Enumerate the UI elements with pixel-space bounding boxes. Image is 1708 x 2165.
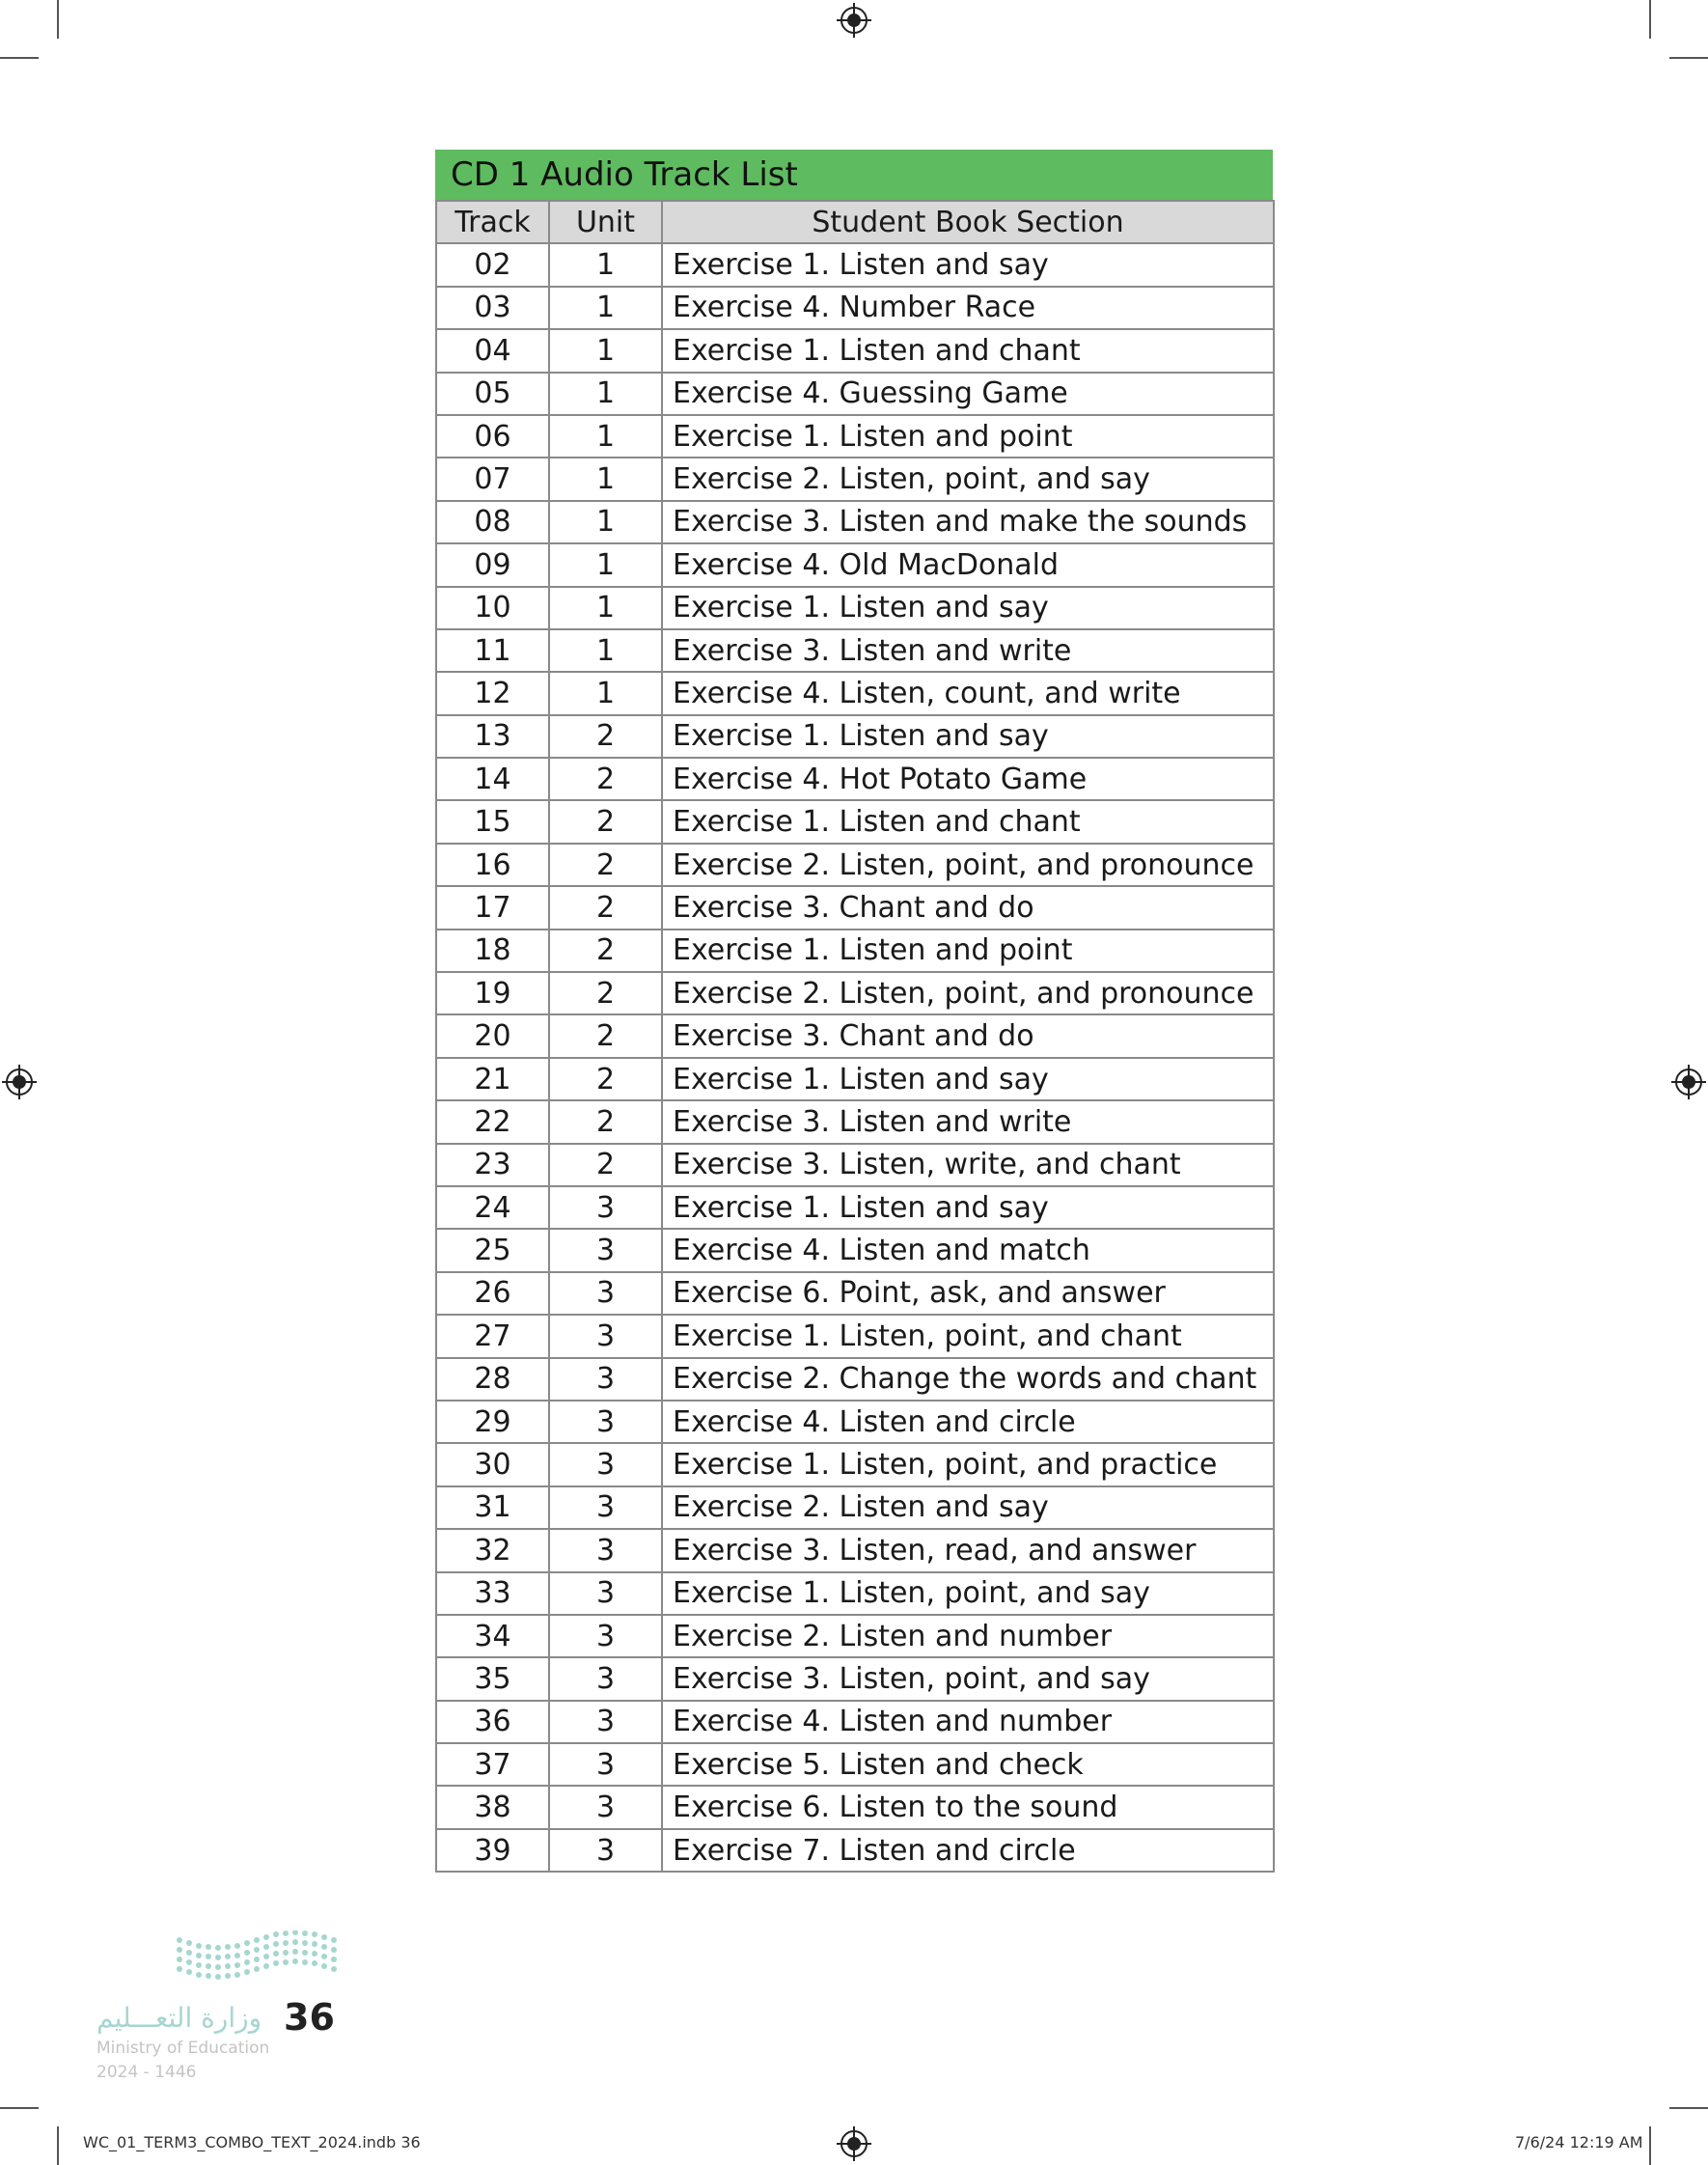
track-number: 16 [436, 844, 549, 886]
logo-dot [273, 1941, 279, 1947]
logo-dot [225, 1963, 231, 1969]
logo-dot [263, 1954, 269, 1959]
section-name: Exercise 1. Listen and say [662, 243, 1274, 286]
table-row [436, 1486, 1274, 1529]
logo-dot [283, 1940, 289, 1946]
unit-number: 1 [549, 373, 662, 415]
unit-number: 1 [549, 587, 662, 629]
logo-dot [254, 1937, 260, 1943]
table-row [436, 1615, 1274, 1657]
logo-dot [234, 1953, 240, 1958]
track-number: 05 [436, 373, 549, 415]
header-track: Track [436, 201, 549, 243]
logo-dot [302, 1959, 308, 1965]
registration-mark-icon [837, 3, 871, 38]
table-row [436, 972, 1274, 1014]
section-name: Exercise 1. Listen and chant [662, 800, 1274, 843]
table-row [436, 1701, 1274, 1743]
logo-dot [321, 1963, 327, 1969]
logo-dot [331, 1957, 337, 1962]
table-row [436, 1401, 1274, 1443]
unit-number: 3 [549, 1615, 662, 1657]
section-name: Exercise 4. Guessing Game [662, 373, 1274, 415]
section-name: Exercise 6. Point, ask, and answer [662, 1272, 1274, 1315]
logo-dot [331, 1947, 337, 1953]
section-name: Exercise 3. Listen and make the sounds [662, 501, 1274, 543]
logo-dot [196, 1943, 202, 1949]
table-row [436, 629, 1274, 672]
logo-dot [254, 1957, 260, 1962]
unit-number: 1 [549, 329, 662, 372]
section-name: Exercise 1. Listen, point, and say [662, 1572, 1274, 1615]
unit-number: 2 [549, 1100, 662, 1143]
section-name: Exercise 4. Listen and circle [662, 1401, 1274, 1443]
unit-number: 3 [549, 1486, 662, 1529]
track-number: 17 [436, 886, 549, 929]
table-row [436, 1186, 1274, 1229]
track-number: 26 [436, 1272, 549, 1315]
section-name: Exercise 4. Listen and number [662, 1701, 1274, 1743]
table-row [436, 1358, 1274, 1401]
logo-dot [244, 1959, 250, 1965]
logo-dot [312, 1931, 317, 1937]
header-section: Student Book Section [662, 201, 1274, 243]
logo-dot [312, 1951, 317, 1957]
section-name: Exercise 4. Listen and match [662, 1229, 1274, 1271]
track-table [435, 200, 1275, 1873]
section-name: Exercise 4. Hot Potato Game [662, 758, 1274, 800]
table-row [436, 1657, 1274, 1700]
track-number: 31 [436, 1486, 549, 1529]
logo-dot [234, 1943, 240, 1949]
ministry-name-arabic: وزارة التعـــليم [96, 2002, 262, 2034]
section-name: Exercise 3. Listen and write [662, 1100, 1274, 1143]
logo-dot [321, 1954, 327, 1959]
unit-number: 3 [549, 1358, 662, 1401]
track-number: 38 [436, 1786, 549, 1828]
unit-number: 3 [549, 1786, 662, 1828]
crop-mark [1649, 2126, 1651, 2165]
table-row [436, 287, 1274, 329]
logo-dot [292, 1939, 298, 1945]
logo-dot [302, 1930, 308, 1936]
track-number: 29 [436, 1401, 549, 1443]
unit-number: 3 [549, 1272, 662, 1315]
unit-number: 3 [549, 1229, 662, 1271]
unit-number: 3 [549, 1701, 662, 1743]
unit-number: 1 [549, 458, 662, 500]
logo-dot [244, 1950, 250, 1956]
track-number: 25 [436, 1229, 549, 1271]
print-slug-date: 7/6/24 12:19 AM [1515, 2133, 1643, 2151]
track-number: 07 [436, 458, 549, 500]
track-number: 27 [436, 1315, 549, 1357]
logo-dot [331, 1937, 337, 1943]
table-row [436, 1100, 1274, 1143]
table-row [436, 800, 1274, 843]
logo-dot [263, 1963, 269, 1969]
unit-number: 2 [549, 844, 662, 886]
table-row [436, 672, 1274, 714]
unit-number: 2 [549, 972, 662, 1014]
unit-number: 1 [549, 672, 662, 714]
unit-number: 3 [549, 1572, 662, 1615]
logo-dot [273, 1960, 279, 1966]
track-number: 28 [436, 1358, 549, 1401]
section-name: Exercise 1. Listen and say [662, 1058, 1274, 1100]
logo-dot [177, 1947, 182, 1953]
ministry-logo-icon [174, 1930, 343, 1988]
table-row [436, 1014, 1274, 1057]
section-name: Exercise 4. Listen, count, and write [662, 672, 1274, 714]
logo-dot [206, 1973, 211, 1979]
section-name: Exercise 1. Listen and point [662, 930, 1274, 972]
table-row [436, 1315, 1274, 1357]
track-number: 14 [436, 758, 549, 800]
unit-number: 3 [549, 1443, 662, 1485]
table-row [436, 1529, 1274, 1571]
section-name: Exercise 6. Listen to the sound [662, 1786, 1274, 1828]
crop-mark [1649, 0, 1651, 39]
unit-number: 1 [549, 243, 662, 286]
logo-dot [225, 1954, 231, 1959]
page-number: 36 [284, 1996, 335, 2039]
ministry-year: 2024 - 1446 [96, 2063, 197, 2082]
unit-number: 3 [549, 1657, 662, 1700]
logo-dot [312, 1941, 317, 1947]
logo-dot [186, 1969, 192, 1975]
section-name: Exercise 7. Listen and circle [662, 1829, 1274, 1872]
unit-number: 2 [549, 800, 662, 843]
logo-dot [273, 1931, 279, 1937]
track-number: 15 [436, 800, 549, 843]
section-name: Exercise 2. Change the words and chant [662, 1358, 1274, 1401]
track-number: 12 [436, 672, 549, 714]
logo-dot [254, 1947, 260, 1953]
logo-dot [292, 1930, 298, 1935]
logo-dot [225, 1973, 231, 1979]
unit-number: 3 [549, 1743, 662, 1786]
section-name: Exercise 3. Chant and do [662, 1014, 1274, 1057]
track-number: 34 [436, 1615, 549, 1657]
table-row [436, 1229, 1274, 1271]
registration-mark-icon [837, 2126, 871, 2161]
track-number: 36 [436, 1701, 549, 1743]
table-row [436, 1443, 1274, 1485]
track-number: 03 [436, 287, 549, 329]
logo-dot [234, 1972, 240, 1978]
section-name: Exercise 1. Listen, point, and chant [662, 1315, 1274, 1357]
track-number: 09 [436, 543, 549, 586]
table-header-row [436, 201, 1274, 243]
track-number: 18 [436, 930, 549, 972]
track-number: 35 [436, 1657, 549, 1700]
unit-number: 1 [549, 629, 662, 672]
crop-mark [57, 0, 59, 39]
unit-number: 2 [549, 1014, 662, 1057]
unit-number: 3 [549, 1315, 662, 1357]
table-row [436, 1829, 1274, 1872]
table-row [436, 715, 1274, 758]
section-name: Exercise 1. Listen and say [662, 587, 1274, 629]
unit-number: 1 [549, 501, 662, 543]
track-number: 11 [436, 629, 549, 672]
track-number: 22 [436, 1100, 549, 1143]
table-row [436, 1144, 1274, 1186]
track-number: 19 [436, 972, 549, 1014]
logo-dot [263, 1934, 269, 1940]
print-slug-file: WC_01_TERM3_COMBO_TEXT_2024.indb 36 [83, 2133, 421, 2151]
registration-mark-icon [1671, 1065, 1706, 1099]
section-name: Exercise 3. Listen and write [662, 629, 1274, 672]
track-number: 10 [436, 587, 549, 629]
logo-dot [244, 1969, 250, 1975]
logo-dot [292, 1949, 298, 1955]
logo-dot [206, 1944, 211, 1950]
unit-number: 1 [549, 543, 662, 586]
logo-dot [283, 1959, 289, 1965]
table-row [436, 543, 1274, 586]
logo-dot [206, 1963, 211, 1969]
track-number: 37 [436, 1743, 549, 1786]
unit-number: 2 [549, 886, 662, 929]
unit-number: 2 [549, 715, 662, 758]
crop-mark [0, 57, 39, 59]
logo-dot [234, 1962, 240, 1968]
logo-dot [302, 1950, 308, 1956]
track-number: 32 [436, 1529, 549, 1571]
table-row [436, 886, 1274, 929]
table-row [436, 1272, 1274, 1315]
unit-number: 1 [549, 415, 662, 458]
unit-number: 2 [549, 1058, 662, 1100]
section-name: Exercise 4. Old MacDonald [662, 543, 1274, 586]
section-name: Exercise 2. Listen, point, and pronounce [662, 972, 1274, 1014]
logo-dot [177, 1937, 182, 1943]
table-row [436, 1743, 1274, 1786]
logo-dot [177, 1966, 182, 1972]
logo-dot [263, 1944, 269, 1950]
ministry-name-english: Ministry of Education [96, 2039, 270, 2058]
table-row [436, 930, 1274, 972]
table-row [436, 415, 1274, 458]
section-name: Exercise 3. Listen, point, and say [662, 1657, 1274, 1700]
section-name: Exercise 2. Listen, point, and say [662, 458, 1274, 500]
section-name: Exercise 3. Listen, write, and chant [662, 1144, 1274, 1186]
logo-dot [196, 1962, 202, 1968]
track-number: 21 [436, 1058, 549, 1100]
section-name: Exercise 2. Listen and number [662, 1615, 1274, 1657]
table-row [436, 1786, 1274, 1828]
unit-number: 2 [549, 1144, 662, 1186]
logo-dot [206, 1954, 211, 1959]
unit-number: 3 [549, 1529, 662, 1571]
section-name: Exercise 3. Listen, read, and answer [662, 1529, 1274, 1571]
table-title: CD 1 Audio Track List [435, 150, 1273, 200]
track-number: 24 [436, 1186, 549, 1229]
track-number: 39 [436, 1829, 549, 1872]
section-name: Exercise 1. Listen and say [662, 715, 1274, 758]
table-row [436, 1572, 1274, 1615]
unit-number: 3 [549, 1186, 662, 1229]
logo-dot [283, 1930, 289, 1936]
registration-mark-icon [2, 1065, 37, 1099]
logo-dot [215, 1955, 221, 1960]
table-row [436, 844, 1274, 886]
section-name: Exercise 1. Listen and point [662, 415, 1274, 458]
logo-dot [186, 1959, 192, 1965]
crop-mark [0, 2107, 39, 2109]
logo-dot [283, 1950, 289, 1956]
track-number: 23 [436, 1144, 549, 1186]
logo-dot [186, 1950, 192, 1956]
crop-mark [1669, 2107, 1708, 2109]
logo-dot [215, 1945, 221, 1951]
unit-number: 3 [549, 1829, 662, 1872]
logo-dot [196, 1953, 202, 1958]
header-unit: Unit [549, 201, 662, 243]
track-number: 02 [436, 243, 549, 286]
section-name: Exercise 4. Number Race [662, 287, 1274, 329]
section-name: Exercise 1. Listen and chant [662, 329, 1274, 372]
unit-number: 2 [549, 758, 662, 800]
section-name: Exercise 1. Listen, point, and practice [662, 1443, 1274, 1485]
logo-dot [292, 1958, 298, 1964]
table-row [436, 1058, 1274, 1100]
track-list [435, 150, 1273, 1873]
track-number: 13 [436, 715, 549, 758]
unit-number: 2 [549, 930, 662, 972]
logo-dot [215, 1974, 221, 1980]
track-number: 20 [436, 1014, 549, 1057]
table-row [436, 458, 1274, 500]
table-row [436, 758, 1274, 800]
logo-dot [186, 1940, 192, 1946]
logo-dot [196, 1972, 202, 1978]
section-name: Exercise 5. Listen and check [662, 1743, 1274, 1786]
track-number: 30 [436, 1443, 549, 1485]
table-row [436, 501, 1274, 543]
section-name: Exercise 2. Listen and say [662, 1486, 1274, 1529]
section-name: Exercise 3. Chant and do [662, 886, 1274, 929]
table-row [436, 373, 1274, 415]
track-number: 04 [436, 329, 549, 372]
crop-mark [57, 2126, 59, 2165]
unit-number: 1 [549, 287, 662, 329]
section-name: Exercise 2. Listen, point, and pronounce [662, 844, 1274, 886]
logo-dot [244, 1940, 250, 1946]
logo-dot [302, 1940, 308, 1946]
table-row [436, 587, 1274, 629]
logo-dot [321, 1934, 327, 1940]
track-number: 06 [436, 415, 549, 458]
logo-dot [254, 1966, 260, 1972]
table-row [436, 329, 1274, 372]
logo-dot [312, 1960, 317, 1966]
logo-dot [331, 1966, 337, 1972]
crop-mark [1669, 57, 1708, 59]
logo-dot [321, 1944, 327, 1950]
logo-dot [273, 1951, 279, 1957]
section-name: Exercise 1. Listen and say [662, 1186, 1274, 1229]
track-number: 08 [436, 501, 549, 543]
logo-dot [215, 1964, 221, 1970]
logo-dot [177, 1957, 182, 1962]
track-number: 33 [436, 1572, 549, 1615]
unit-number: 3 [549, 1401, 662, 1443]
table-row [436, 243, 1274, 286]
logo-dot [225, 1944, 231, 1950]
